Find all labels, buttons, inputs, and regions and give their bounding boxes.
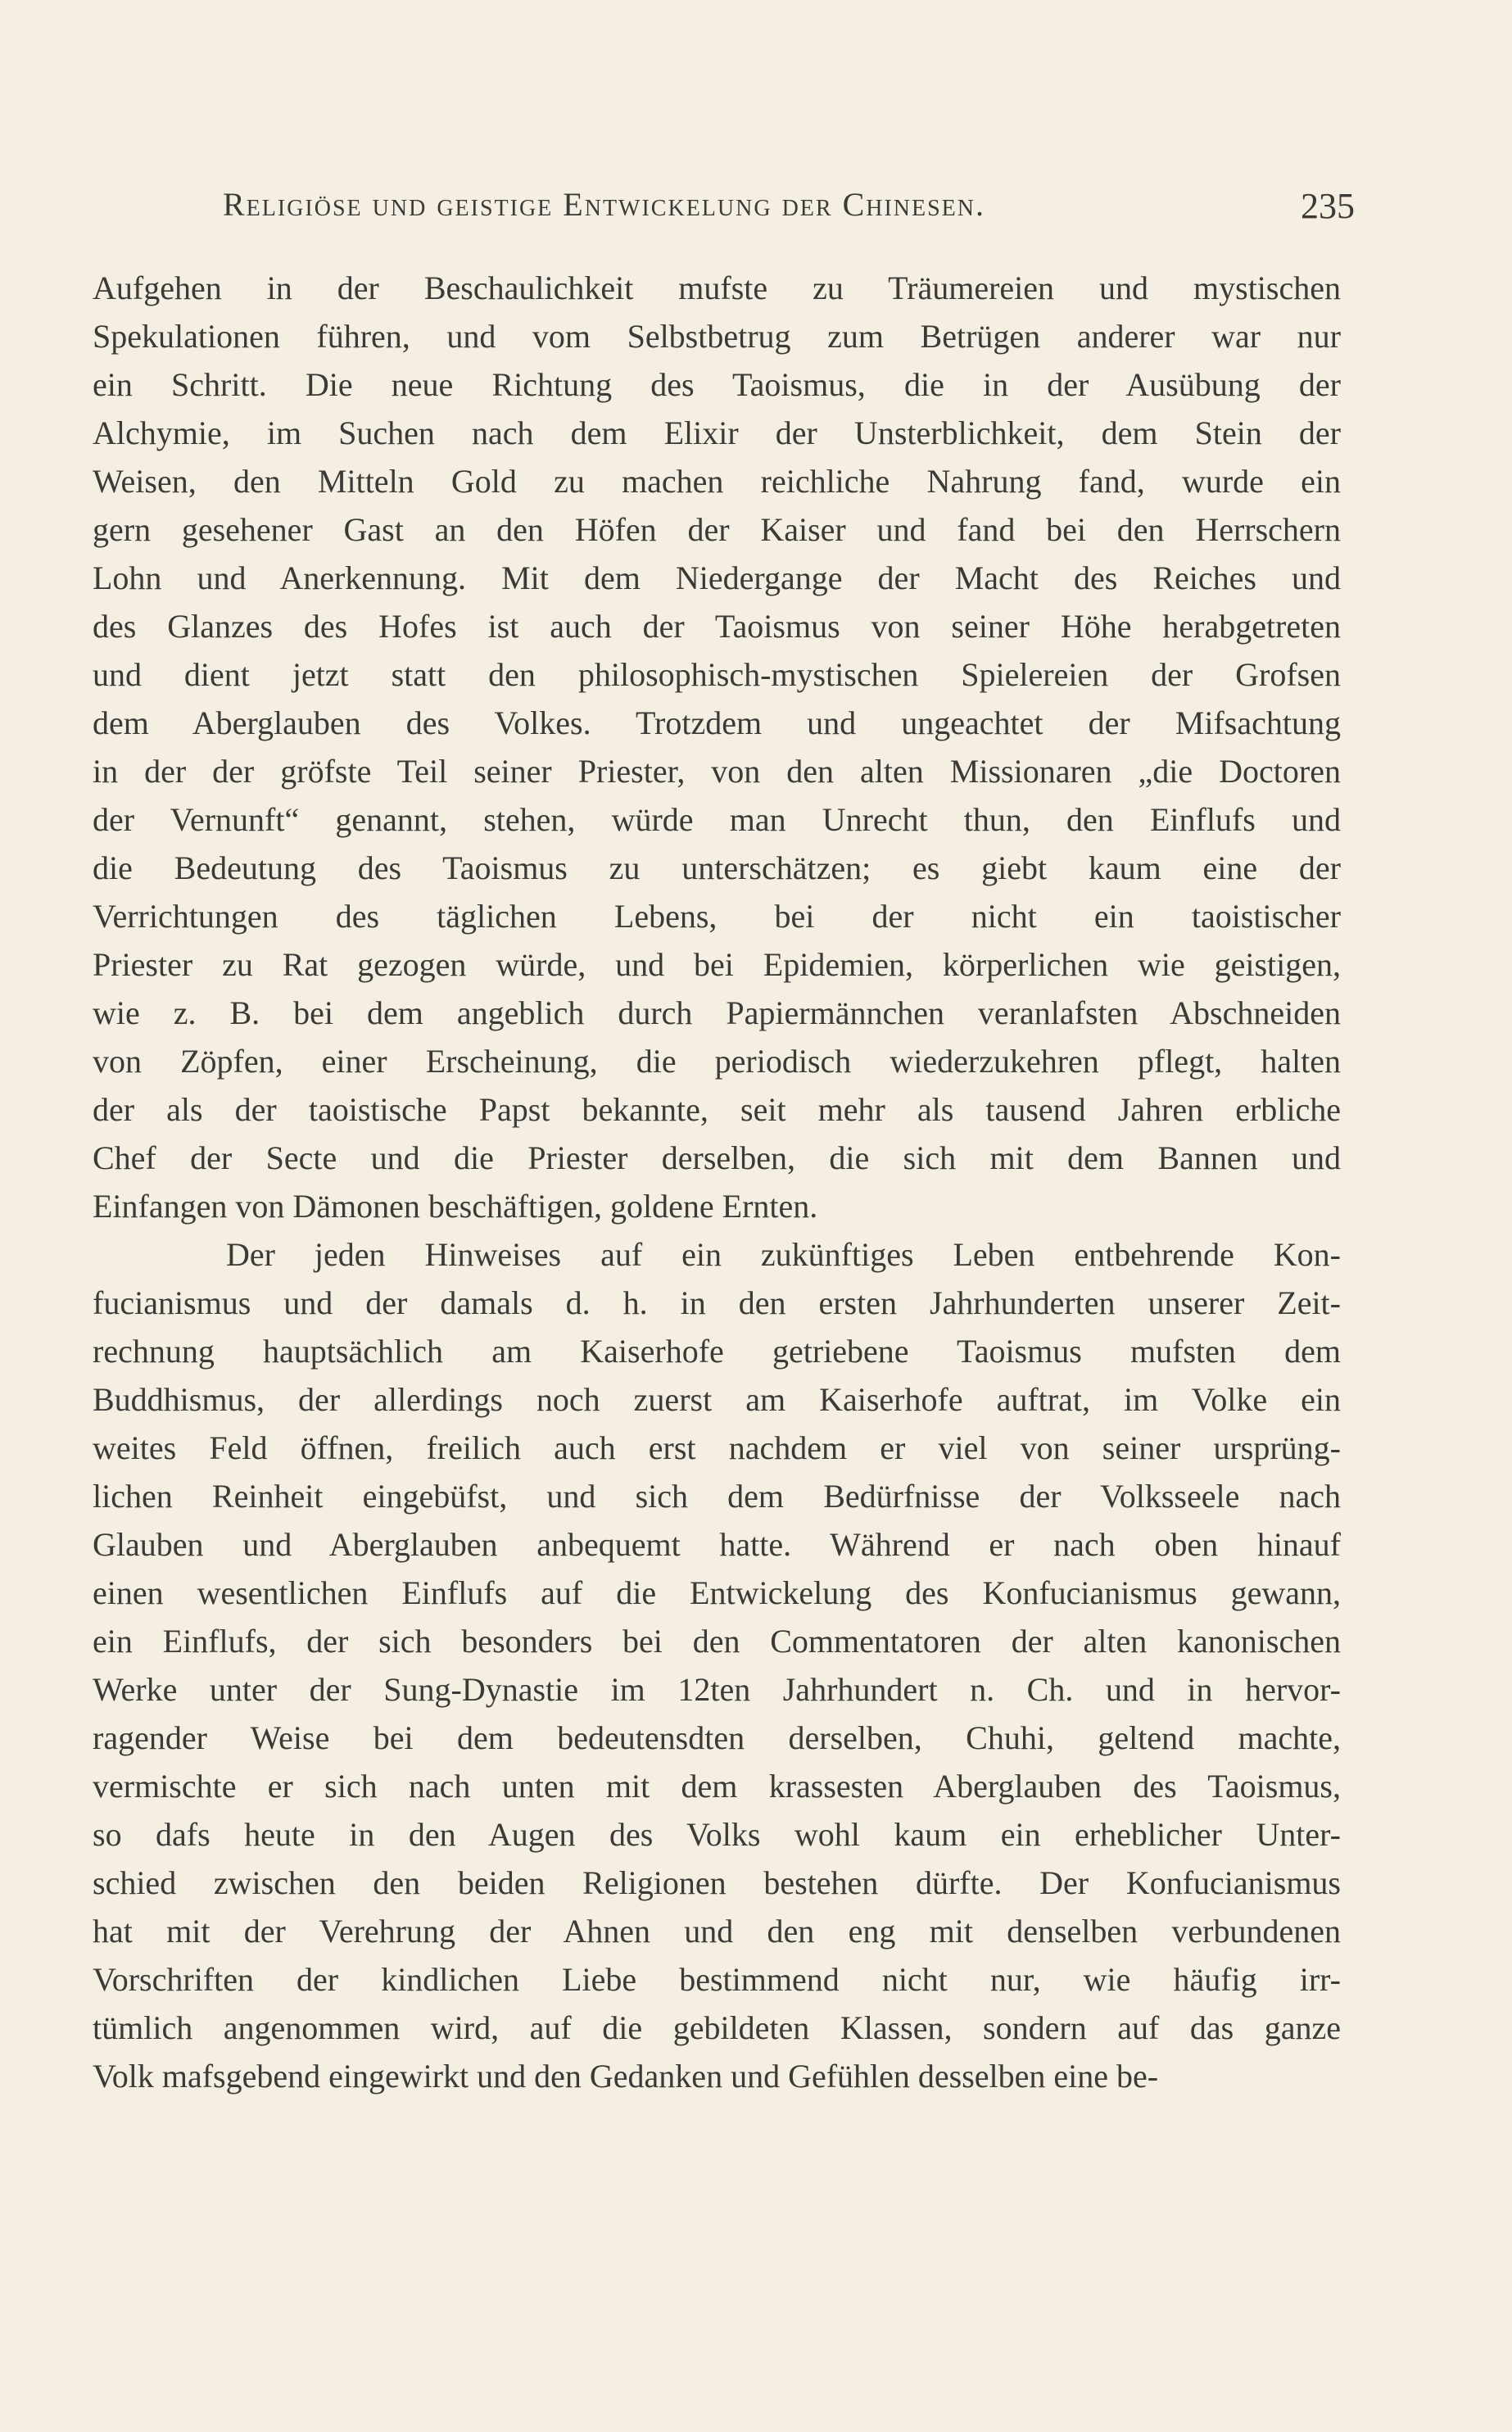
- text-line: Werke unter der Sung-Dynastie im 12ten Jahrhundert n. Ch. und in hervor-: [93, 1671, 1341, 1708]
- text-line: fucianismus und der damals d. h. in den ersten Jahrhunderten unserer Zeit-: [93, 1284, 1341, 1321]
- text-line: ragender Weise bei dem bedeutensdten derselben, Chuhi, geltend machte,: [93, 1719, 1341, 1756]
- text-line: Alchymie, im Suchen nach dem Elixir der Unsterblichkeit, dem Stein der: [93, 414, 1341, 451]
- page-header: [223, 185, 1355, 234]
- text-line: lichen Reinheit eingebüfst, und sich dem Bedürfnisse der Volksseele nach: [93, 1478, 1341, 1515]
- text-line: der als der taoistische Papst bekannte, seit mehr als tausend Jahren erbliche: [93, 1091, 1341, 1128]
- text-line: ein Schritt. Die neue Richtung des Taoismus, die in der Ausübung der: [93, 366, 1341, 403]
- text-line: Chef der Secte und die Priester derselben, die sich mit dem Bannen und: [93, 1139, 1341, 1176]
- text-line: tümlich angenommen wird, auf die gebildeten Klassen, sondern auf das ganze: [93, 2009, 1341, 2046]
- text-line: vermischte er sich nach unten mit dem krassesten Aberglauben des Taoismus,: [93, 1768, 1341, 1805]
- text-line: und dient jetzt statt den philosophisch-mystischen Spielereien der Grofsen: [93, 656, 1341, 693]
- text-line: Einfangen von Dämonen beschäftigen, goldene Ernten.: [93, 1188, 818, 1225]
- text-line: Verrichtungen des täglichen Lebens, bei der nicht ein taoistischer: [93, 898, 1341, 935]
- page-number: 235: [1301, 186, 1355, 226]
- text-line: hat mit der Verehrung der Ahnen und den eng mit denselben verbundenen: [93, 1913, 1341, 1950]
- text-line: Aufgehen in der Beschaulichkeit mufste zu Träumereien und mystischen: [93, 269, 1341, 306]
- paragraph: [93, 264, 1341, 1230]
- text-line: schied zwischen den beiden Religionen bestehen dürfte. Der Konfucianismus: [93, 1864, 1341, 1901]
- text-line: wie z. B. bei dem angeblich durch Papiermännchen veranlafsten Abschneiden: [93, 994, 1341, 1031]
- text-line: Buddhismus, der allerdings noch zuerst am Kaiserhofe auftrat, im Volke ein: [93, 1381, 1341, 1418]
- text-line: Der jeden Hinweises auf ein zukünftiges Leben entbehrende Kon-: [226, 1236, 1341, 1273]
- text-line: Weisen, den Mitteln Gold zu machen reichliche Nahrung fand, wurde ein: [93, 463, 1341, 500]
- text-line: gern gesehener Gast an den Höfen der Kaiser und fand bei den Herrschern: [93, 511, 1341, 548]
- text-line: weites Feld öffnen, freilich auch erst nachdem er viel von seiner ursprüng-: [93, 1429, 1341, 1466]
- body-text: [93, 264, 1341, 2100]
- text-line: rechnung hauptsächlich am Kaiserhofe getriebene Taoismus mufsten dem: [93, 1333, 1341, 1370]
- running-title: Religiöse und geistige Entwickelung der Chinesen.: [223, 186, 986, 223]
- text-line: Glauben und Aberglauben anbequemt hatte. Während er nach oben hinauf: [93, 1526, 1341, 1563]
- text-line: von Zöpfen, einer Erscheinung, die periodisch wiederzukehren pflegt, halten: [93, 1043, 1341, 1080]
- text-line: dem Aberglauben des Volkes. Trotzdem und ungeachtet der Mifsachtung: [93, 704, 1341, 741]
- text-line: des Glanzes des Hofes ist auch der Taoismus von seiner Höhe herabgetreten: [93, 608, 1341, 645]
- text-line: Vorschriften der kindlichen Liebe bestimmend nicht nur, wie häufig irr-: [93, 1961, 1341, 1998]
- text-line: so dafs heute in den Augen des Volks wohl kaum ein erheblicher Unter-: [93, 1816, 1341, 1853]
- text-line: Priester zu Rat gezogen würde, und bei Epidemien, körperlichen wie geistigen,: [93, 946, 1341, 983]
- text-line: Lohn und Anerkennung. Mit dem Niedergange der Macht des Reiches und: [93, 559, 1341, 596]
- paragraph: [93, 1230, 1341, 2100]
- text-line: einen wesentlichen Einflufs auf die Entwickelung des Konfucianismus gewann,: [93, 1574, 1341, 1611]
- text-line: die Bedeutung des Taoismus zu unterschätzen; es giebt kaum eine der: [93, 849, 1341, 886]
- text-line: ein Einflufs, der sich besonders bei den Commentatoren der alten kanonischen: [93, 1623, 1341, 1660]
- text-line: Spekulationen führen, und vom Selbstbetrug zum Betrügen anderer war nur: [93, 318, 1341, 355]
- text-line: Volk mafsgebend eingewirkt und den Gedanken und Gefühlen desselben eine be-: [93, 2058, 1159, 2095]
- text-line: der Vernunft“ genannt, stehen, würde man Unrecht thun, den Einflufs und: [93, 801, 1341, 838]
- text-line: in der der gröfste Teil seiner Priester, von den alten Missionaren „die Doctoren: [93, 753, 1341, 790]
